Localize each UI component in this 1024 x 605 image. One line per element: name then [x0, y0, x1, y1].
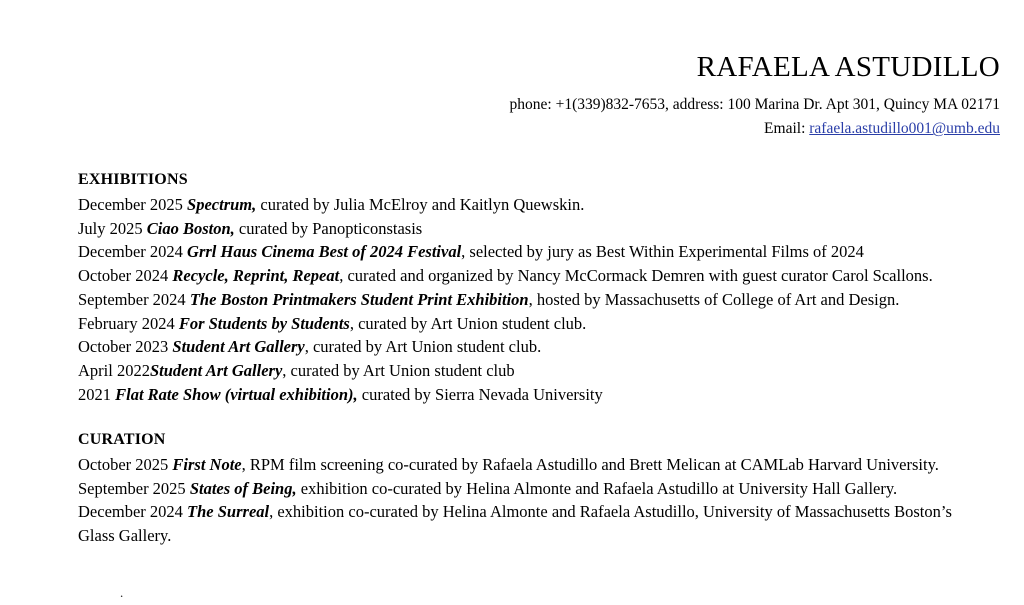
entry-rest: , curated and organized by Nancy McCormack Demren with guest curator Carol Scallons. — [339, 266, 933, 286]
entry-date: December 2024 — [78, 502, 188, 522]
page-title: RAFAELA ASTUDILLO — [696, 51, 1000, 83]
document-body — [0, 171, 1024, 548]
list-item — [78, 264, 984, 288]
entry-title: Student Art Gallery — [149, 361, 283, 381]
section-spacer — [78, 407, 984, 431]
email-link[interactable]: rafaela.astudillo001@umb.edu — [809, 120, 1000, 138]
list-item — [78, 312, 984, 336]
entry-rest: , curated by Art Union student club. — [304, 337, 542, 357]
entry-rest: curated by Sierra Nevada University — [357, 384, 603, 404]
list-item — [78, 500, 984, 548]
entry-date: September 2024 — [78, 289, 190, 309]
entry-date: October 2025 — [78, 454, 173, 474]
list-item — [78, 453, 984, 477]
entry-date: September 2025 — [78, 478, 190, 498]
entry-title: States of Being, — [189, 478, 297, 498]
section-heading-curation: CURATION — [78, 430, 166, 448]
entry-rest: , curated by Art Union student club — [282, 361, 515, 381]
contact-info-line: phone: +1(339)832-7653, address: 100 Marina Dr. Apt 301, Quincy MA 02171 — [509, 95, 1000, 113]
list-item — [78, 359, 984, 383]
entry-rest: , RPM film screening co-curated by Rafaela Astudillo and Brett Melican at CAMLab Harvard University. — [241, 454, 939, 474]
entry-title: The Surreal — [187, 502, 270, 522]
entry-rest: , curated by Art Union student club. — [349, 313, 587, 333]
entry-date: April 2022 — [78, 361, 150, 381]
list-item — [78, 193, 984, 217]
entry-title: Ciao Boston, — [146, 218, 235, 238]
entry-rest: curated by Julia McElroy and Kaitlyn Quewskin. — [256, 194, 585, 214]
entry-title: The Boston Printmakers Student Print Exhibition — [189, 289, 529, 309]
entry-title: First Note — [172, 454, 242, 474]
list-item — [78, 477, 984, 501]
entry-date: February 2024 — [78, 313, 179, 333]
entry-date: 2021 — [78, 384, 116, 404]
list-item — [78, 383, 984, 407]
entry-title: Spectrum, — [187, 194, 257, 214]
entry-title: Flat Rate Show (virtual exhibition), — [115, 384, 358, 404]
entry-title: Student Art Gallery — [172, 337, 305, 357]
list-item — [78, 288, 984, 312]
document-header — [0, 0, 1024, 141]
section-curation — [78, 431, 984, 549]
entry-rest: , selected by jury as Best Within Experimental Films of 2024 — [461, 242, 864, 262]
entry-title: Grrl Haus Cinema Best of 2024 Festival — [187, 242, 462, 262]
email-line — [0, 118, 1000, 140]
entry-date: December 2024 — [78, 242, 188, 262]
email-label: Email: — [764, 120, 806, 138]
list-item — [78, 335, 984, 359]
entry-rest: curated by Panopticonstasis — [234, 218, 423, 238]
section-heading-exhibitions: EXHIBITIONS — [78, 170, 188, 188]
entry-date: December 2025 — [78, 194, 188, 214]
section-exhibitions — [78, 171, 984, 407]
entry-title: For Students by Students — [178, 313, 350, 333]
entry-rest: , hosted by Massachusetts of College of Art and Design. — [528, 289, 900, 309]
cursor-mark: . — [120, 585, 124, 600]
entry-title: Recycle, Reprint, Repeat — [172, 266, 340, 286]
entry-date: July 2025 — [78, 218, 147, 238]
entry-date: October 2023 — [78, 337, 173, 357]
list-item — [78, 217, 984, 241]
entry-rest: exhibition co-curated by Helina Almonte and Rafaela Astudillo at University Hall Gallery. — [296, 478, 898, 498]
entry-date: October 2024 — [78, 266, 173, 286]
list-item — [78, 240, 984, 264]
entry-rest: , exhibition co-curated by Helina Almonte and Rafaela Astudillo, University of Massachusetts Boston’s Glass Gallery. — [78, 502, 952, 546]
